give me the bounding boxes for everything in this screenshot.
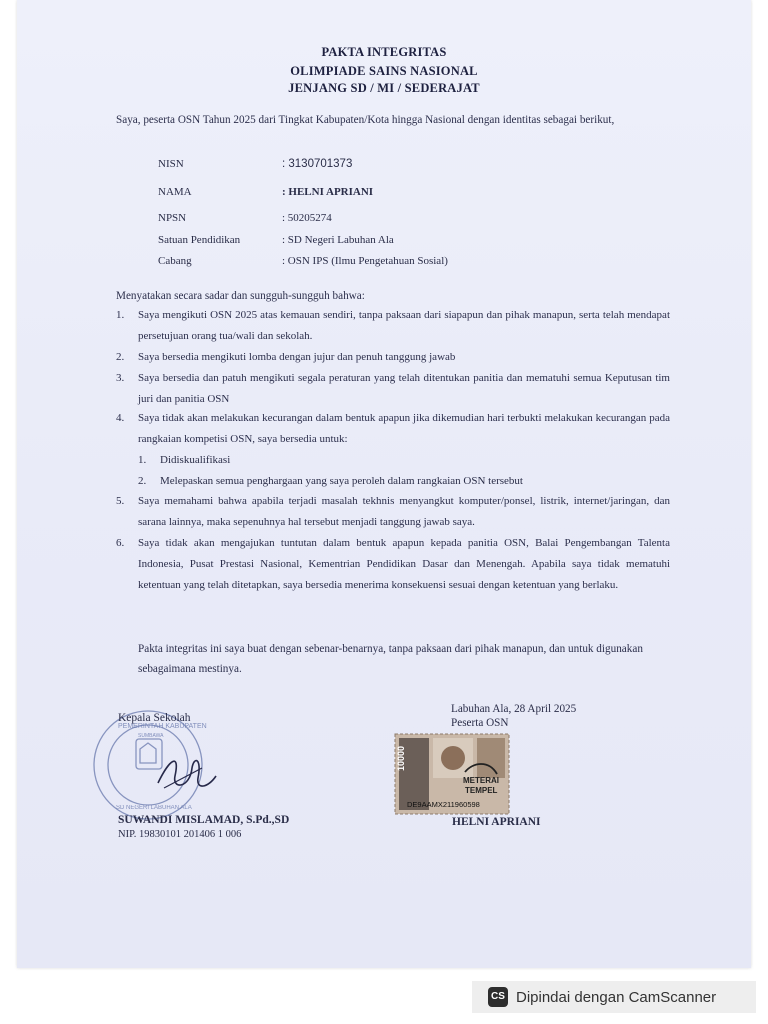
camscanner-badge (472, 981, 756, 1013)
subitem-text: Melepaskan semua penghargaan yang saya peroleh dalam rangkaian OSN tersebut (160, 475, 523, 487)
identity-value: : HELNI APRIANI (282, 186, 374, 198)
item-number: 3. (116, 372, 125, 384)
item-text: Saya memahami bahwa apabila terjadi masalah tekhnis menyangkut komputer/ponsel, listrik, internet/jaringan, dan sarana lainnya, maka sepenuhnya hal tersebut menjadi tanggung jawab saya. (138, 495, 670, 528)
item-text: Saya bersedia mengikuti lomba dengan jujur dan penuh tanggung jawab (138, 351, 456, 363)
item-number: 4. (116, 412, 125, 424)
principal-name: SUWANDI MISLAMAD, S.Pd.,SD (118, 814, 290, 826)
identity-value: : SD Negeri Labuhan Ala (282, 234, 394, 246)
participant-role: Peserta OSN (451, 717, 509, 729)
identity-row-satuan (158, 230, 394, 250)
identity-label: Cabang (158, 255, 192, 267)
materai-label1: METERAI (463, 776, 499, 785)
svg-text:SUMBAWA: SUMBAWA (138, 733, 164, 739)
place-date: Labuhan Ala, 28 April 2025 (451, 703, 577, 715)
identity-value: : 3130701373 (282, 158, 353, 170)
identity-row-cabang (158, 251, 448, 271)
doc-title-line1: PAKTA INTEGRITAS (321, 45, 447, 59)
materai-stamp (393, 732, 511, 816)
principal-title: Kepala Sekolah (118, 712, 191, 724)
materai-label2: TEMPEL (465, 786, 498, 795)
item-text: Saya tidak akan melakukan kecurangan dalam bentuk apapun jika dikemudian hari terbukti melakukan kecurangan pada rangkaian kompetisi OSN, saya bersedia untuk: (138, 412, 670, 445)
svg-text:PEMERINTAH KABUPATEN: PEMERINTAH KABUPATEN (118, 723, 207, 730)
item-number: 5. (116, 495, 125, 507)
declaration-intro: Menyatakan secara sadar dan sungguh-sungguh bahwa: (116, 290, 365, 302)
subitem-number: 1. (138, 454, 147, 466)
signature-principal-icon (150, 748, 220, 798)
identity-label: NPSN (158, 212, 187, 224)
identity-label: NAMA (158, 186, 192, 198)
item-number: 2. (116, 351, 125, 363)
identity-label: NISN (158, 158, 184, 170)
identity-label: Satuan Pendidikan (158, 234, 241, 246)
item-text: Saya bersedia dan patuh mengikuti segala peraturan yang telah ditentukan panitia dan mematuhi semua Keputusan tim juri dan panitia OSN (138, 372, 670, 405)
identity-value: : OSN IPS (Ilmu Pengetahuan Sosial) (282, 255, 448, 267)
subitem-2 (138, 471, 523, 491)
identity-row-nama (158, 182, 374, 202)
camscanner-icon: CS (488, 987, 508, 1007)
camscanner-text: Dipindai dengan CamScanner (516, 988, 717, 1006)
item-text: Saya tidak akan mengajukan tuntutan dalam bentuk apapun kepada panitia OSN, Balai Pengembangan Talenta Indonesia, Pusat Prestasi Nasional, Kementrian Pendidikan Dasar dan Menengah. Apabila saya tidak mematuhi ketentuan yang telah ditetapkan, saya bersedia menerima konsekuensi sesuai dengan ketentuan yang berlaku. (138, 537, 670, 591)
materai-value: 10000 (396, 746, 406, 772)
doc-title-line3: JENJANG SD / MI / SEDERAJAT (288, 81, 480, 95)
subitem-1 (138, 450, 231, 470)
identity-value: : 50205274 (282, 212, 332, 224)
identity-row-nisn (158, 154, 353, 174)
subitem-text: Didiskualifikasi (160, 454, 231, 466)
principal-nip: NIP. 19830101 201406 1 006 (118, 829, 242, 840)
item-number: 6. (116, 537, 125, 549)
intro-paragraph: Saya, peserta OSN Tahun 2025 dari Tingkat Kabupaten/Kota hingga Nasional dengan identitas sebagai berikut, (116, 114, 615, 126)
identity-row-npsn (158, 208, 332, 228)
closing-paragraph: Pakta integritas ini saya buat dengan sebenar-benarnya, tanpa paksaan dari pihak manapun, dan untuk digunakan sebagaimana mestinya. (138, 643, 643, 675)
item-number: 1. (116, 309, 125, 321)
materai-serial: DE9AAMX211960598 (407, 800, 480, 809)
svg-text:SD NEGERI LABUHAN ALA: SD NEGERI LABUHAN ALA (116, 805, 192, 811)
participant-name: HELNI APRIANI (452, 816, 541, 828)
item-text: Saya mengikuti OSN 2025 atas kemauan sendiri, tanpa paksaan dari siapapun dan pihak manapun, serta telah mendapat persetujuan orang tua/wali dan sekolah. (138, 309, 670, 342)
doc-title-line2: OLIMPIADE SAINS NASIONAL (290, 64, 478, 78)
subitem-number: 2. (138, 475, 147, 487)
